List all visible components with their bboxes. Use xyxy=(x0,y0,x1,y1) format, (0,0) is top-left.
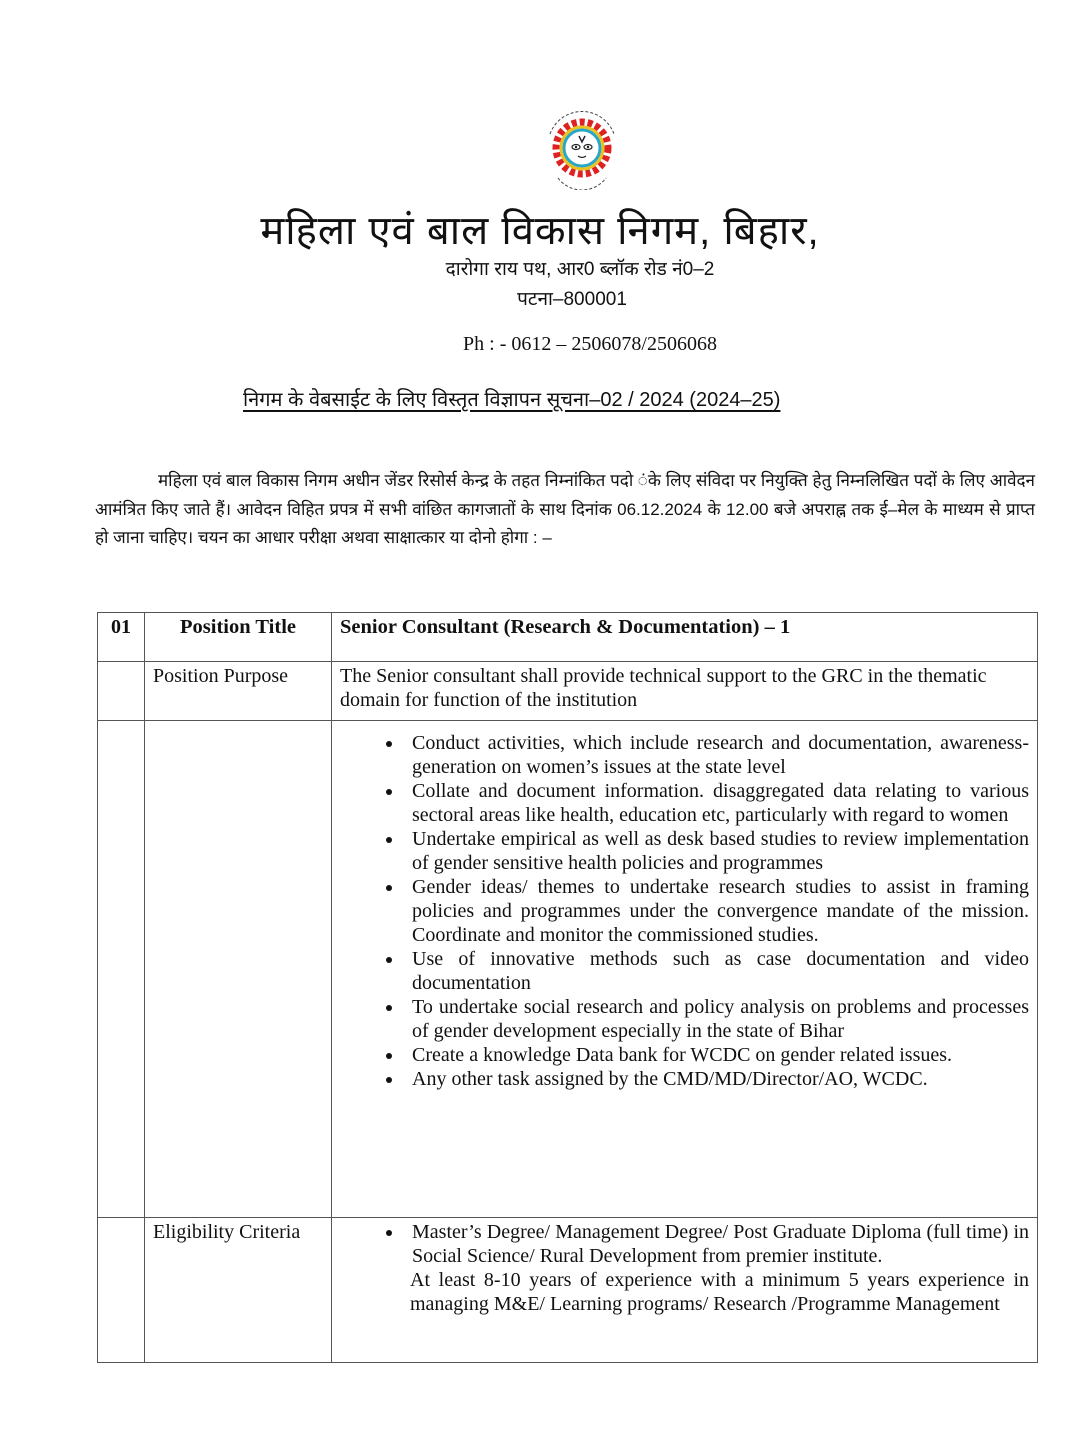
organization-name: महिला एवं बाल विकास निगम, बिहार, xyxy=(260,209,820,253)
row-label: Position Purpose xyxy=(145,662,332,721)
list-item: • Collate and document information. disaggregated data relating to various sectoral areas like health, education etc, particularly with regard to women xyxy=(404,779,1029,827)
empty-cell xyxy=(98,1218,145,1363)
list-item: • Use of innovative methods such as case documentation and video documentation xyxy=(404,947,1029,995)
position-purpose-value: The Senior consultant shall provide technical support to the GRC in the thematic domain for function of the institution xyxy=(332,662,1038,721)
row-label: Position Title xyxy=(145,613,332,662)
empty-cell xyxy=(98,662,145,721)
row-label: Eligibility Criteria xyxy=(145,1218,332,1363)
row-label xyxy=(145,721,332,1218)
empty-cell xyxy=(98,721,145,1218)
intro-paragraph: महिला एवं बाल विकास निगम अधीन जेंडर रिसोर्स केन्द्र के तहत निम्नांकित पदो ंके लिए संविदा पर नियुक्ति हेतु निम्नलिखित पदों के लिए आवेदन आमंत्रित किए जाते हैं। आवेदन विहित प्रपत्र में सभी वांछित कागजातों के साथ दिनांक 06.12.2024 के 12.00 बजे अपराह्न तक ई–मेल के माध्यम से प्राप्त हो जाना चाहिए। चयन का आधार परीक्षा अथवा साक्षात्कार या दोनो होगा : – xyxy=(95,471,1035,547)
position-table xyxy=(97,612,1038,1363)
list-item: • Create a knowledge Data bank for WCDC on gender related issues. xyxy=(404,1043,1029,1067)
position-title-value: Senior Consultant (Research & Documentation) – 1 xyxy=(332,613,1038,662)
list-item: • Conduct activities, which include research and documentation, awareness-generation on women’s issues at the state level xyxy=(404,731,1029,779)
list-item: • Gender ideas/ themes to undertake research studies to assist in framing policies and programmes under the convergence mandate of the mission. Coordinate and monitor the commissioned studies. xyxy=(404,875,1029,947)
emblem-logo xyxy=(536,98,628,190)
eligibility-cell xyxy=(332,1218,1038,1363)
serial-number: 01 xyxy=(98,613,145,662)
list-item: • To undertake social research and policy analysis on problems and processes of gender development especially in the state of Bihar xyxy=(404,995,1029,1043)
notice-title: निगम के वेबसाईट के लिए विस्तृत विज्ञापन सूचना–02 / 2024 (2024–25) xyxy=(243,389,781,411)
phone-number: Ph : - 0612 – 2506078/2506068 xyxy=(463,333,717,355)
list-item: • Undertake empirical as well as desk based studies to review implementation of gender sensitive health policies and programmes xyxy=(404,827,1029,875)
list-item: • Any other task assigned by the CMD/MD/Director/AO, WCDC. xyxy=(404,1067,1029,1091)
list-item: • Master’s Degree/ Management Degree/ Post Graduate Diploma (full time) in Social Science/ Rural Development from premier institute. xyxy=(404,1220,1029,1268)
table-row xyxy=(98,613,1038,662)
table-row xyxy=(98,662,1038,721)
eligibility-list xyxy=(340,1220,1029,1268)
emblem-icon xyxy=(536,98,628,190)
duties-list xyxy=(340,731,1029,1091)
experience-requirement: At least 8-10 years of experience with a minimum 5 years experience in managing M&E/ Learning programs/ Research /Programme Management xyxy=(410,1269,1029,1315)
address-line-1: दारोगा राय पथ, आर0 ब्लॉक रोड नं0–2 xyxy=(445,259,715,280)
table-row xyxy=(98,721,1038,1218)
address-line-2: पटना–800001 xyxy=(517,289,627,310)
table-row xyxy=(98,1218,1038,1363)
duties-cell xyxy=(332,721,1038,1218)
